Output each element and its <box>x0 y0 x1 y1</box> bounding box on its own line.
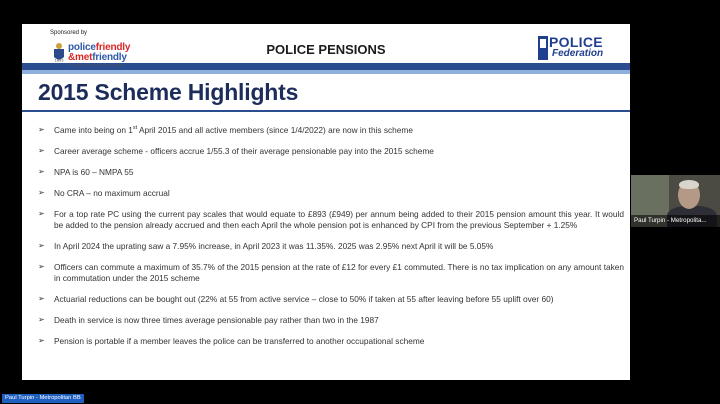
arrow-bullet-icon: ➢ <box>38 209 45 219</box>
bullet-item: ➢ No CRA – no maximum accrual <box>38 188 170 199</box>
arrow-bullet-icon: ➢ <box>38 146 45 156</box>
slide-heading: 2015 Scheme Highlights <box>38 79 299 105</box>
arrow-bullet-icon: ➢ <box>38 241 45 251</box>
sponsor-brand-bottom-a: &met <box>68 52 93 63</box>
sponsor-brand-top-b: friendly <box>95 42 131 53</box>
police-federation-logo <box>538 34 618 62</box>
arrow-bullet-icon: ➢ <box>38 125 45 134</box>
speaker-name-tag: Paul Turpin - Metropolitan BB <box>2 394 84 403</box>
federation-shield-icon <box>538 35 548 61</box>
sponsor-label: Sponsored by <box>50 30 88 36</box>
arrow-bullet-icon: ➢ <box>38 262 45 272</box>
presentation-slide <box>22 24 630 380</box>
bullet-item: ➢ Pension is portable if a member leaves the police can be transferred to another occupational scheme <box>38 336 425 347</box>
arrow-bullet-icon: ➢ <box>38 188 45 198</box>
bullet-item: ➢ Career average scheme - officers accrue 1/55.3 of their average pensionable pay into the 2015 scheme <box>38 146 434 157</box>
arrow-bullet-icon: ➢ <box>38 336 45 346</box>
federation-word-federation: Federation <box>552 48 604 59</box>
bullet-item: ➢ Officers can commute a maximum of 35.7% of the 2015 pension at the rate of £12 for every £1 commuted. There is no tax implication on any amount taken in commutation under the 2015 scheme <box>38 262 624 283</box>
participant-video-tile[interactable] <box>631 175 720 227</box>
bullet-item: ➢ For a top rate PC using the current pay scales that would equate to £893 (£949) per annum being added to their 2015 pension amount this year. It would be added to the pension already accrued and then each April the whole pension pot is enhanced by CPI from the previous September + 1.25% <box>38 209 624 230</box>
heading-divider <box>22 110 630 112</box>
bullet-item: ➢ NPA is 60 – NMPA 55 <box>38 167 134 178</box>
participant-name-label: Paul Turpin - Metropolita... <box>631 215 720 227</box>
bullet-item: ➢ In April 2024 the uprating saw a 7.95% increase, in April 2023 it was 11.35%. 2025 was 2.95% next April it will be 5.05% <box>38 241 494 252</box>
sponsor-brand-bottom-b: friendly <box>92 52 127 63</box>
bullet-item: ➢ Came into being on 1st April 2015 and all active members (since 1/4/2022) are now in this scheme <box>38 125 413 135</box>
sponsor-tagline: The all Police Family Financial Specialists <box>68 63 124 67</box>
header-title: POLICE PENSIONS <box>266 42 386 57</box>
arrow-bullet-icon: ➢ <box>38 293 45 303</box>
arrow-bullet-icon: ➢ <box>38 167 45 177</box>
crest-year: 1893 <box>54 57 64 63</box>
slide-header <box>22 24 630 70</box>
header-accent-strip <box>22 70 630 74</box>
participant-hair <box>679 180 699 189</box>
federation-word-police: POLICE <box>549 34 603 50</box>
bullet-item: ➢ Actuarial reductions can be bought out (22% at 55 from active service – close to 50% if taken at 55 after leaving before 55 uplift over 60) <box>38 293 554 304</box>
arrow-bullet-icon: ➢ <box>38 314 45 324</box>
bullet-item: ➢ Death in service is now three times average pensionable pay rather than two in the 1987 <box>38 314 379 325</box>
sponsor-brand-top-a: police <box>68 42 96 53</box>
bullet-list <box>38 125 624 357</box>
